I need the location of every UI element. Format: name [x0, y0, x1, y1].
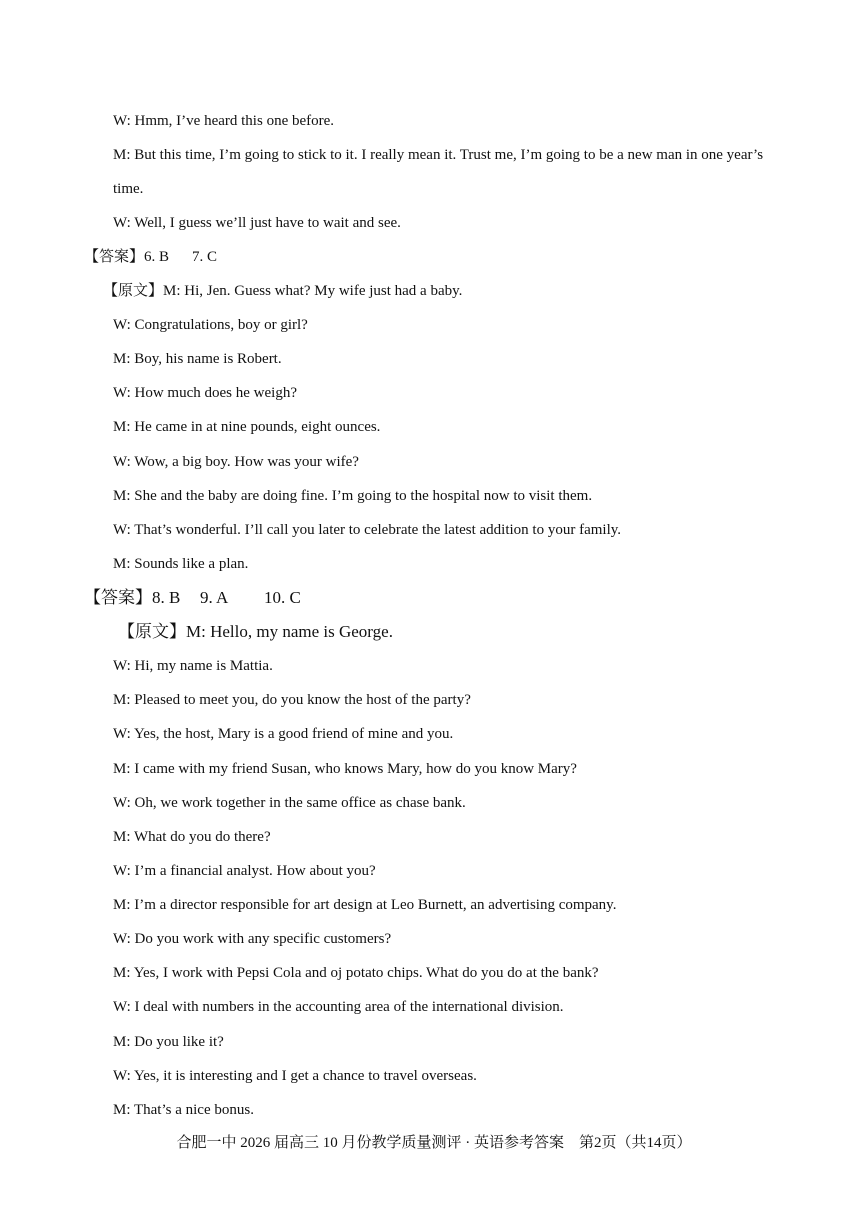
- dialogue-line: W: I deal with numbers in the accounting area of the international division.: [113, 999, 564, 1015]
- answer-line-1: [84, 248, 217, 266]
- dialogue-line: W: How much does he weigh?: [113, 385, 297, 401]
- dialogue-line: M: Pleased to meet you, do you know the host of the party?: [113, 692, 471, 708]
- dialogue-line: W: Congratulations, boy or girl?: [113, 317, 308, 333]
- dialogue-line: W: Hmm, I’ve heard this one before.: [113, 113, 335, 129]
- dialogue-line: W: Well, I guess we’ll just have to wait and see.: [113, 215, 401, 231]
- dialogue-line: M: But this time, I’m going to stick to it. I really mean it. Trust me, I’m going to be a new man in one year’s: [113, 147, 764, 163]
- dialogue-line: M: Sounds like a plan.: [113, 556, 249, 572]
- dialogue-line: W: Yes, the host, Mary is a good friend of mine and you.: [113, 726, 454, 742]
- dialogue-line: M: I came with my friend Susan, who knows Mary, how do you know Mary?: [113, 761, 577, 777]
- dialogue-line: M: I’m a director responsible for art design at Leo Burnett, an advertising company.: [113, 897, 617, 913]
- dialogue-line: W: Oh, we work together in the same office as chase bank.: [113, 795, 466, 811]
- original-text-line: 【原文】M: Hello, my name is George.: [118, 622, 393, 641]
- dialogue-line: W: Yes, it is interesting and I get a chance to travel overseas.: [113, 1068, 477, 1084]
- answer-label: 【答案】: [84, 588, 152, 607]
- answer-item: 6. B: [144, 249, 170, 265]
- answer-item: 7. C: [192, 249, 218, 265]
- dialogue-line: M: She and the baby are doing fine. I’m going to the hospital now to visit them.: [113, 488, 593, 504]
- dialogue-line: time.: [113, 181, 144, 197]
- answer-item: 9. A: [200, 588, 229, 607]
- answer-item: 10. C: [264, 588, 301, 607]
- dialogue-line: W: Hi, my name is Mattia.: [113, 658, 273, 674]
- dialogue-line: M: What do you do there?: [113, 829, 271, 845]
- dialogue-line: M: Boy, his name is Robert.: [113, 351, 282, 367]
- page-footer: 合肥一中 2026 届高三 10 月份教学质量测评 · 英语参考答案 第2页（共14页）: [176, 1135, 692, 1151]
- dialogue-line: W: That’s wonderful. I’ll call you later to celebrate the latest addition to your family.: [113, 522, 622, 538]
- dialogue-line: W: Wow, a big boy. How was your wife?: [113, 454, 359, 470]
- dialogue-line: M: He came in at nine pounds, eight ounces.: [113, 419, 381, 435]
- dialogue-line: W: I’m a financial analyst. How about you?: [113, 863, 376, 879]
- dialogue-line: M: Yes, I work with Pepsi Cola and oj potato chips. What do you do at the bank?: [113, 965, 599, 981]
- answer-line-2: [84, 588, 301, 608]
- dialogue-line: W: Do you work with any specific customers?: [113, 931, 392, 947]
- dialogue-line: M: Do you like it?: [113, 1034, 224, 1050]
- answer-item: 8. B: [152, 588, 181, 607]
- original-text-line: 【原文】M: Hi, Jen. Guess what? My wife just had a baby.: [103, 283, 463, 299]
- answer-label: 【答案】: [84, 249, 145, 265]
- dialogue-line: M: That’s a nice bonus.: [113, 1102, 254, 1118]
